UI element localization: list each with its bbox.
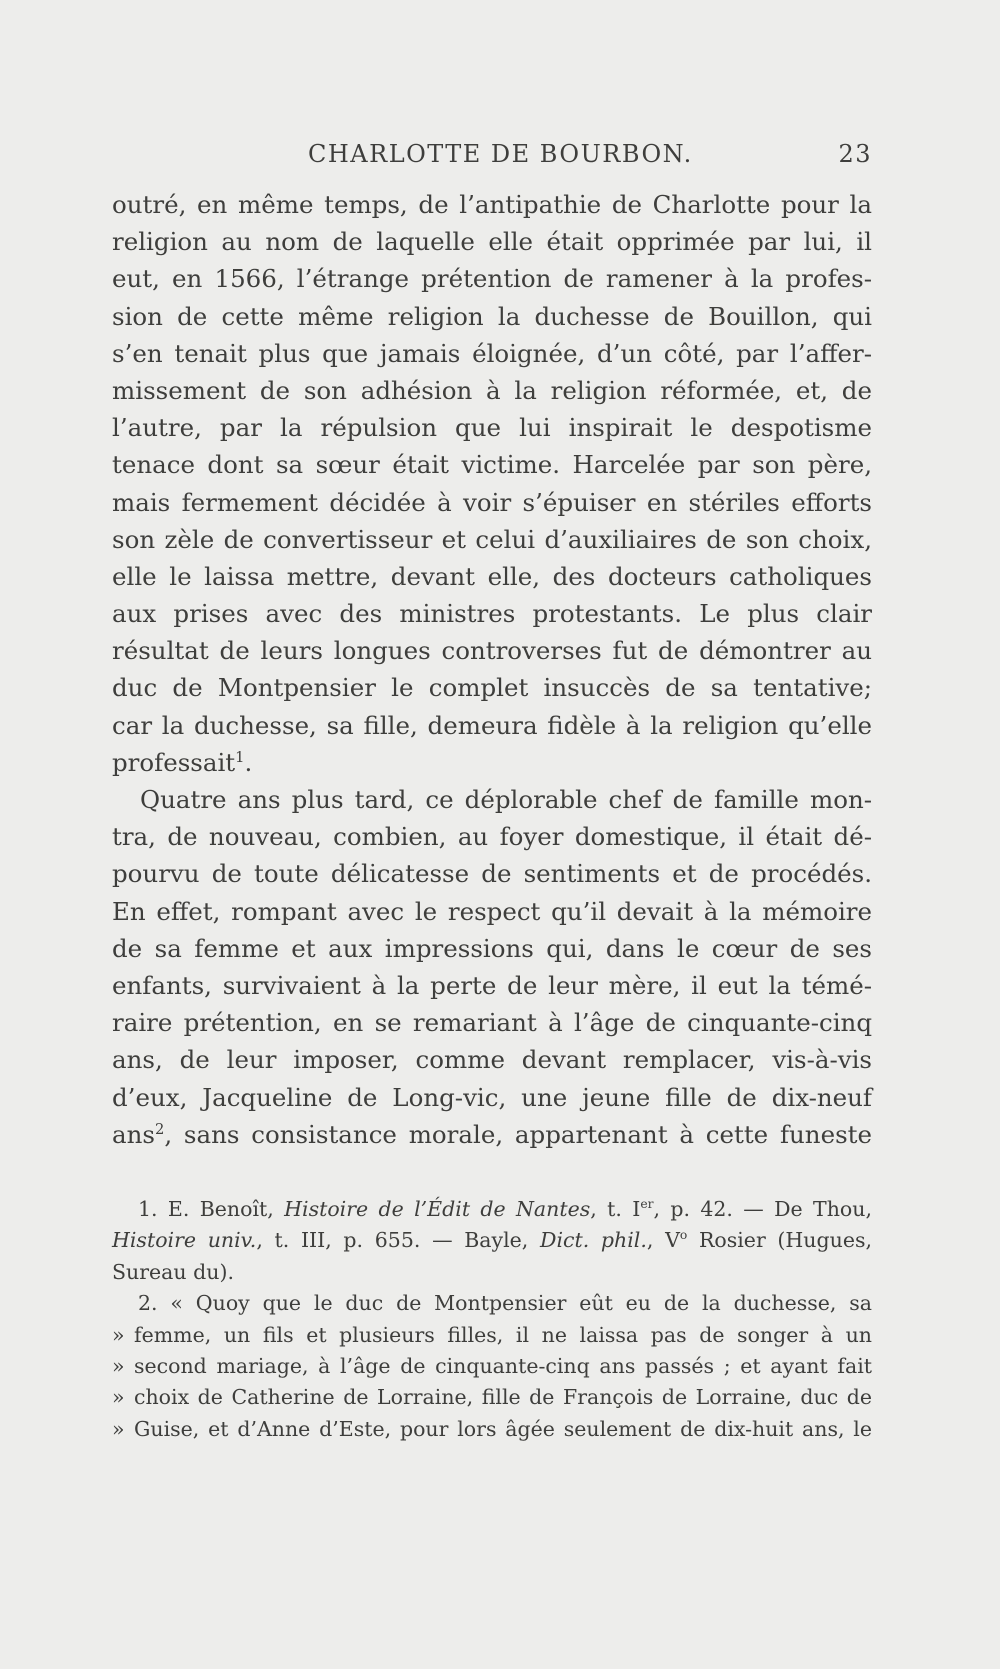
text-line: missement de son adhésion à la religion réformée, et, de [112, 375, 872, 405]
reference: Rosier (Hugues, [687, 1228, 872, 1253]
reference: , p. 42. — De Thou, [653, 1197, 872, 1221]
footnote-line [112, 1194, 872, 1225]
text-line-paragraph-start: Quatre ans plus tard, ce déplorable chef de famille mon- [140, 785, 872, 814]
work-title: Histoire univ. [112, 1228, 257, 1253]
footnote-2 [112, 1288, 872, 1445]
text-line: religion au nom de laquelle elle était opprimée par lui, il [112, 227, 872, 257]
text-line: l’autre, par la répulsion que lui inspirait le despotisme [112, 413, 872, 443]
running-title: CHARLOTTE DE BOURBON. [308, 140, 693, 168]
work-title: Dict. phil. [540, 1228, 647, 1253]
footnotes [112, 1194, 872, 1445]
footnote-line [112, 1382, 872, 1413]
text-line: résultat de leurs longues controverses fut de démontrer au [112, 636, 872, 666]
text-line: de sa femme et aux impressions qui, dans le cœur de ses [112, 933, 872, 963]
text-line: enfants, survivaient à la perte de leur mère, il eut la témé- [112, 970, 872, 1000]
quote-mark: » [112, 1416, 125, 1441]
footnote-line [112, 1351, 872, 1382]
text-line-paragraph-end [112, 744, 872, 781]
author: E. Benoît, [167, 1197, 274, 1221]
footnote-line: Sureau du). [112, 1259, 234, 1284]
quote-text: choix de Catherine de Lorraine, fille de François de Lorraine, duc de [134, 1385, 872, 1410]
superscript: er [640, 1197, 654, 1212]
footnote-1 [112, 1194, 872, 1288]
line-text: ans [112, 1119, 155, 1149]
text-line: sion de cette même religion la duchesse de Bouillon, qui [112, 301, 872, 331]
quote-text: « Quoy que le duc de Montpensier eût eu de la duchesse, sa [170, 1291, 872, 1316]
text-line: elle le laissa mettre, devant elle, des docteurs catholiques [112, 561, 872, 591]
text-line: aux prises avec des ministres protestants. Le plus clair [112, 599, 872, 629]
reference: , t. I [590, 1197, 641, 1221]
quote-text: Guise, et d’Anne d’Este, pour lors âgée seulement de dix-huit ans, le [134, 1416, 872, 1441]
text-line: ans, de leur imposer, comme devant remplacer, vis-à-vis [112, 1045, 872, 1075]
text-line: car la duchesse, sa fille, demeura fidèle à la religion qu’elle [112, 710, 872, 740]
running-head [112, 140, 872, 176]
text-line: outré, en même temps, de l’antipathie de Charlotte pour la [112, 190, 872, 219]
text-line: s’en tenait plus que jamais éloignée, d’un côté, par l’affer- [112, 338, 872, 368]
quote-mark: » [112, 1322, 125, 1347]
text-line: raire prétention, en se remariant à l’âge de cinquante-cinq [112, 1008, 872, 1038]
line-text: professait [112, 747, 236, 777]
footnote-line [112, 1225, 872, 1256]
text-line: son zèle de convertisseur et celui d’auxiliaires de son choix, [112, 524, 872, 554]
footnote-number: 1. [138, 1197, 158, 1221]
footnote-ref-1: 1 [235, 748, 245, 766]
footnote-line [112, 1320, 872, 1351]
quote-mark: » [112, 1385, 125, 1410]
text-line: tra, de nouveau, combien, au foyer domestique, il était dé- [112, 822, 872, 852]
page-number: 23 [838, 140, 872, 168]
reference: , V [646, 1228, 680, 1253]
work-title: Histoire de l’Édit de Nantes [284, 1197, 591, 1221]
reference: , t. III, p. 655. — Bayle, [256, 1228, 529, 1253]
text-line: En effet, rompant avec le respect qu’il devait à la mémoire [112, 896, 872, 926]
footnote-ref-2: 2 [154, 1120, 165, 1138]
line-tail: , sans consistance morale, appartenant à cette funeste [164, 1119, 872, 1149]
text-line: eut, en 1566, l’étrange prétention de ramener à la profes- [112, 264, 872, 294]
footnote-line [112, 1414, 872, 1445]
quote-text: femme, un fils et plusieurs filles, il ne laissa pas de songer à un [134, 1322, 872, 1347]
text-line: pourvu de toute délicatesse de sentiments et de procédés. [112, 859, 872, 889]
quote-mark: » [112, 1353, 125, 1378]
quote-text: second mariage, à l’âge de cinquante-cinq ans passés ; et ayant fait [134, 1353, 872, 1378]
text-line: mais fermement décidée à voir s’épuiser en stériles efforts [112, 487, 872, 517]
text-line: tenace dont sa sœur était victime. Harcelée par son père, [112, 450, 872, 480]
footnote-number: 2. [138, 1291, 158, 1316]
text-line [112, 1116, 872, 1153]
body-text [112, 186, 872, 1153]
text-line: duc de Montpensier le complet insuccès de sa tentative; [112, 673, 872, 703]
footnote-line [112, 1288, 872, 1319]
superscript: o [679, 1228, 688, 1243]
line-tail: . [244, 747, 253, 777]
text-line: d’eux, Jacqueline de Long-vic, une jeune fille de dix-neuf [112, 1082, 872, 1112]
